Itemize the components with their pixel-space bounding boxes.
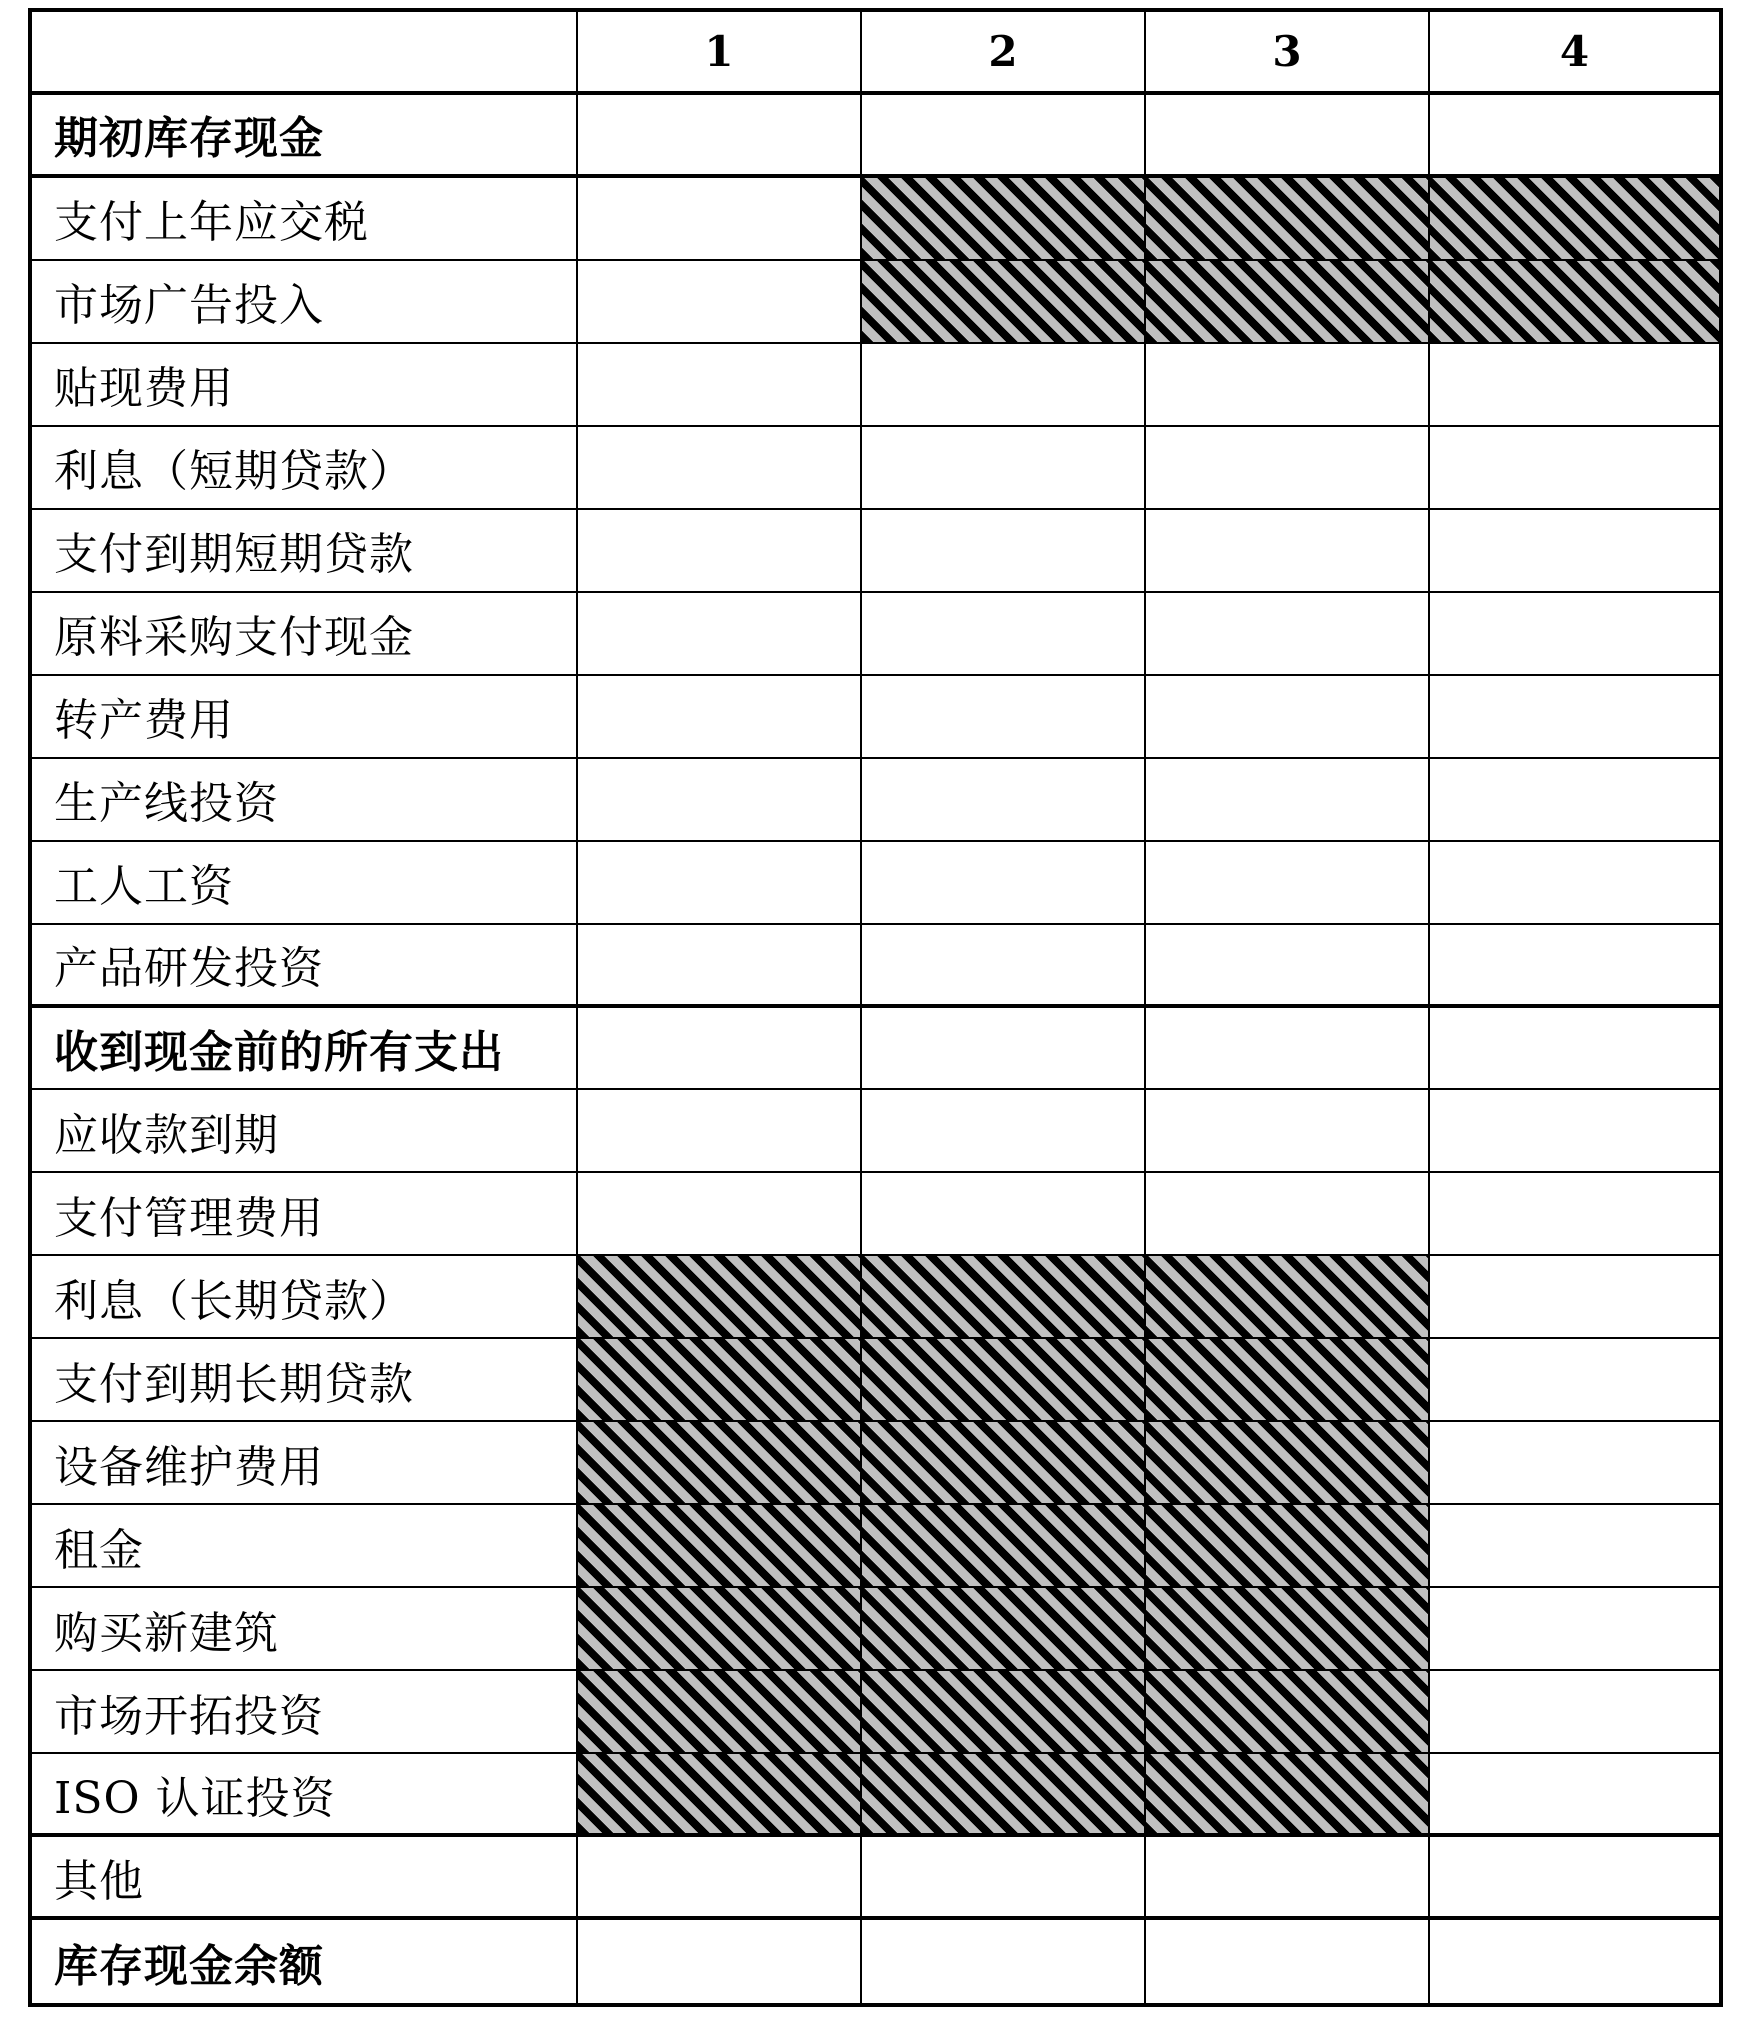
hatched-disabled-cell [1146, 178, 1430, 261]
entry-cell[interactable] [1430, 1339, 1719, 1422]
header-period-3: 3 [1146, 12, 1430, 95]
entry-cell[interactable] [578, 261, 862, 344]
entry-cell[interactable] [1146, 1173, 1430, 1256]
hatched-disabled-cell [862, 261, 1146, 344]
entry-cell[interactable] [1146, 593, 1430, 676]
header-period-4: 4 [1430, 12, 1719, 95]
entry-cell[interactable] [862, 1173, 1146, 1256]
entry-cell[interactable] [578, 1008, 862, 1091]
entry-cell[interactable] [862, 344, 1146, 427]
entry-cell[interactable] [578, 759, 862, 842]
entry-cell[interactable] [1430, 1422, 1719, 1505]
row-label: 应收款到期 [32, 1090, 578, 1173]
entry-cell[interactable] [1430, 842, 1719, 925]
entry-cell[interactable] [1146, 676, 1430, 759]
row-label: 支付上年应交税 [32, 178, 578, 261]
entry-cell[interactable] [862, 925, 1146, 1008]
hatched-disabled-cell [1146, 261, 1430, 344]
entry-cell[interactable] [1146, 1920, 1430, 2003]
entry-cell[interactable] [578, 1837, 862, 1920]
entry-cell[interactable] [1430, 1505, 1719, 1588]
header-period-1: 1 [578, 12, 862, 95]
entry-cell[interactable] [862, 759, 1146, 842]
entry-cell[interactable] [1146, 1008, 1430, 1091]
entry-cell[interactable] [578, 593, 862, 676]
entry-cell[interactable] [1430, 1173, 1719, 1256]
entry-cell[interactable] [1430, 1837, 1719, 1920]
row-label: ISO 认证投资 [32, 1754, 578, 1837]
entry-cell[interactable] [1146, 344, 1430, 427]
entry-cell[interactable] [1430, 510, 1719, 593]
entry-cell[interactable] [1430, 676, 1719, 759]
hatched-disabled-cell [578, 1505, 862, 1588]
hatched-disabled-cell [862, 1754, 1146, 1837]
hatched-disabled-cell [1146, 1671, 1430, 1754]
row-label: 转产费用 [32, 676, 578, 759]
header-period-2: 2 [862, 12, 1146, 95]
row-label: 其他 [32, 1837, 578, 1920]
entry-cell[interactable] [1430, 1008, 1719, 1091]
entry-cell[interactable] [862, 95, 1146, 178]
row-label: 生产线投资 [32, 759, 578, 842]
entry-cell[interactable] [1146, 1090, 1430, 1173]
hatched-disabled-cell [862, 1256, 1146, 1339]
row-label: 支付到期短期贷款 [32, 510, 578, 593]
entry-cell[interactable] [1430, 759, 1719, 842]
row-label: 贴现费用 [32, 344, 578, 427]
row-label: 利息（长期贷款） [32, 1256, 578, 1339]
hatched-disabled-cell [862, 1422, 1146, 1505]
hatched-disabled-cell [1430, 261, 1719, 344]
entry-cell[interactable] [862, 1837, 1146, 1920]
hatched-disabled-cell [578, 1422, 862, 1505]
row-label: 租金 [32, 1505, 578, 1588]
row-label: 设备维护费用 [32, 1422, 578, 1505]
entry-cell[interactable] [1430, 1256, 1719, 1339]
header-corner-cell [32, 12, 578, 95]
row-label: 产品研发投资 [32, 925, 578, 1008]
row-label: 库存现金余额 [32, 1920, 578, 2003]
entry-cell[interactable] [1146, 510, 1430, 593]
row-label: 工人工资 [32, 842, 578, 925]
hatched-disabled-cell [1146, 1339, 1430, 1422]
hatched-disabled-cell [862, 1671, 1146, 1754]
cash-flow-table [28, 8, 1723, 2007]
hatched-disabled-cell [578, 1754, 862, 1837]
hatched-disabled-cell [1146, 1256, 1430, 1339]
hatched-disabled-cell [578, 1339, 862, 1422]
entry-cell[interactable] [578, 676, 862, 759]
entry-cell[interactable] [1146, 95, 1430, 178]
hatched-disabled-cell [1146, 1588, 1430, 1671]
entry-cell[interactable] [1146, 427, 1430, 510]
entry-cell[interactable] [578, 1920, 862, 2003]
entry-cell[interactable] [1430, 427, 1719, 510]
entry-cell[interactable] [578, 510, 862, 593]
entry-cell[interactable] [1430, 1090, 1719, 1173]
entry-cell[interactable] [1430, 925, 1719, 1008]
row-label: 期初库存现金 [32, 95, 578, 178]
row-label: 购买新建筑 [32, 1588, 578, 1671]
hatched-disabled-cell [1146, 1505, 1430, 1588]
entry-cell[interactable] [1146, 759, 1430, 842]
entry-cell[interactable] [1430, 1920, 1719, 2003]
entry-cell[interactable] [1146, 842, 1430, 925]
entry-cell[interactable] [862, 593, 1146, 676]
entry-cell[interactable] [862, 1008, 1146, 1091]
row-label: 利息（短期贷款） [32, 427, 578, 510]
hatched-disabled-cell [862, 1588, 1146, 1671]
hatched-disabled-cell [1430, 178, 1719, 261]
row-label: 市场广告投入 [32, 261, 578, 344]
entry-cell[interactable] [862, 1920, 1146, 2003]
entry-cell[interactable] [1146, 1837, 1430, 1920]
entry-cell[interactable] [1430, 1588, 1719, 1671]
entry-cell[interactable] [1430, 1754, 1719, 1837]
hatched-disabled-cell [862, 1505, 1146, 1588]
hatched-disabled-cell [1146, 1754, 1430, 1837]
hatched-disabled-cell [578, 1671, 862, 1754]
hatched-disabled-cell [578, 1588, 862, 1671]
entry-cell[interactable] [862, 1090, 1146, 1173]
entry-cell[interactable] [578, 925, 862, 1008]
entry-cell[interactable] [1146, 925, 1430, 1008]
row-label: 支付到期长期贷款 [32, 1339, 578, 1422]
entry-cell[interactable] [578, 178, 862, 261]
entry-cell[interactable] [862, 676, 1146, 759]
entry-cell[interactable] [578, 1173, 862, 1256]
entry-cell[interactable] [1430, 344, 1719, 427]
row-label: 原料采购支付现金 [32, 593, 578, 676]
hatched-disabled-cell [862, 178, 1146, 261]
entry-cell[interactable] [1430, 593, 1719, 676]
entry-cell[interactable] [1430, 1671, 1719, 1754]
entry-cell[interactable] [1430, 95, 1719, 178]
row-label: 市场开拓投资 [32, 1671, 578, 1754]
entry-cell[interactable] [578, 1090, 862, 1173]
entry-cell[interactable] [578, 344, 862, 427]
entry-cell[interactable] [862, 842, 1146, 925]
entry-cell[interactable] [578, 427, 862, 510]
row-label: 收到现金前的所有支出 [32, 1008, 578, 1091]
entry-cell[interactable] [578, 842, 862, 925]
entry-cell[interactable] [578, 95, 862, 178]
row-label: 支付管理费用 [32, 1173, 578, 1256]
hatched-disabled-cell [862, 1339, 1146, 1422]
hatched-disabled-cell [578, 1256, 862, 1339]
hatched-disabled-cell [1146, 1422, 1430, 1505]
entry-cell[interactable] [862, 510, 1146, 593]
entry-cell[interactable] [862, 427, 1146, 510]
